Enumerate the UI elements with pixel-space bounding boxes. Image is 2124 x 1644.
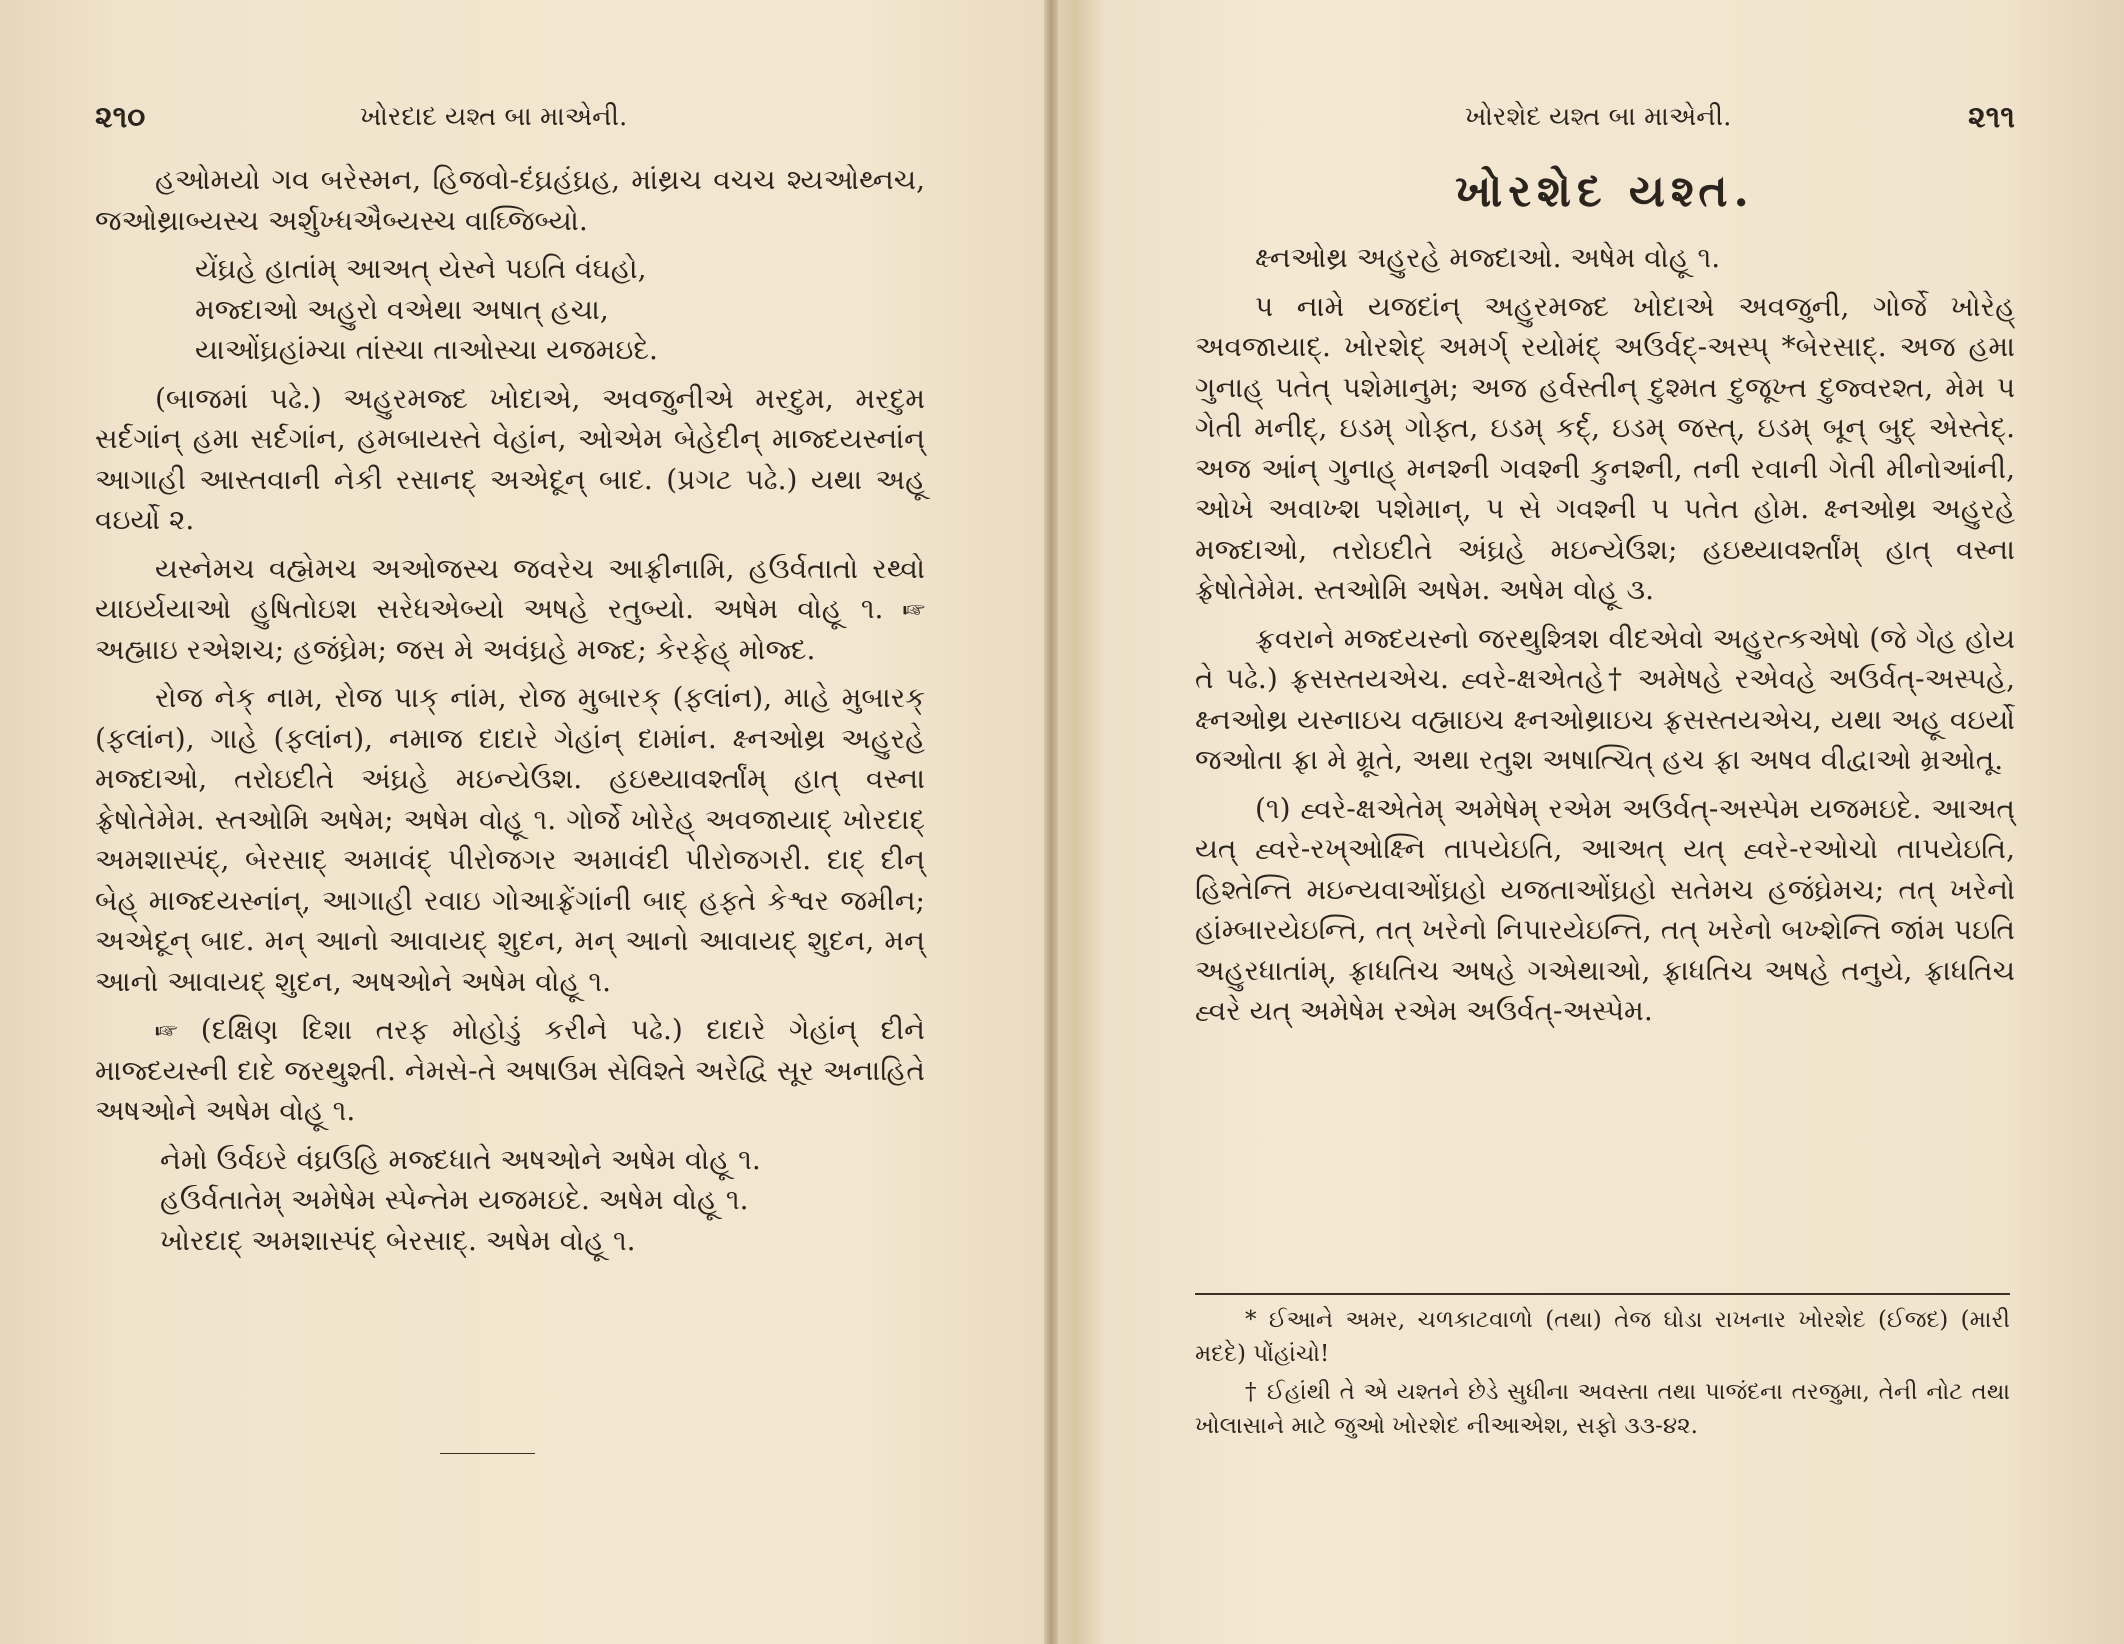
paragraph: હઓમયો ગવ બરેસ્મન, હિજવો-દંઘ્રહંઘ્રહ, માંથ્રચ વચચ શ્યઓથ્નચ, જઓથ્રાબ્યસ્ચ અર્શુખ્ધઐબ્યસ્ચ વાઘ્જિબ્યો. bbox=[95, 163, 925, 237]
paragraph: પ નામે યજદાંન્ અહુરમજ્દ ખોદાએ અવજુની, ગોર્જે ખોરેહ્ અવજાયાદ્. ખોરશેદ્ અમર્ગ્ રયોમંદ્ અઉર્વદ્-અસ્પ્ *બેરસાદ્. અજ હમા ગુનાહ્ પતેત્ પશેમાનુમ; અજ હર્વસ્તીન્ દુશ્મત દુજૂખ્ત દુજ્વરશ્ત, મેમ પ ગેતી મનીદ્, ઇડમ્ ગોફ્ત, ઇડમ્ કર્દ્, ઇડમ્ જસ્ત્, ઇડમ્ બૂન્ બુદ્ એસ્તેદ્. અજ આંન્ ગુનાહ્ મનશ્ની ગવશ્ની કુનશ્ની, તની રવાની ગેતી મીનોઆંની, ઓખે અવાખ્શ પશેમાન્, પ સે ગવશ્ની પ પતેત હોમ. ક્ષ્નઓથ્ર અહુરહે મજ્દાઓ, તરોઇદીતે અંઘ્રહે મઇન્યેઉશ; હઇથ્યાવર્શ્તાંમ્ હાત્ વસ્ના ફ્રેષોતેમેમ. સ્તઓમિ અષેમ. અષેમ વોહૂ ૩. bbox=[1195, 289, 2015, 606]
paragraph: યસ્નેમચ વહ્મેમચ અઓજસ્ચ જવરેચ આફ્રીનામિ, હઉર્વતાતો રથ્વો યાઇર્યયાઓ હુષિતોઇશ સરેધએબ્યો અષહે રતુબ્યો. અષેમ વોહૂ ૧. ☞ અહ્માઇ રએશચ; હજંઘ્રેમ; જસ મે અવંઘ્રહે મજ્દ; કેરફેહ્ મોજ્દ. bbox=[95, 551, 925, 666]
verse-line: ખોરદાદ્ અમશાસ્પંદ્ બેરસાદ્. અષેમ વોહૂ ૧. bbox=[160, 1223, 636, 1257]
verse-line: યેંઘ્રહે હાતાંમ્ આઅત્ યેસ્ને પઇતિ વંઘહો, bbox=[195, 252, 647, 285]
left-page bbox=[95, 0, 925, 1644]
paragraph: (૧) હ્વરે-ક્ષએતેમ્ અમેષેમ્ રએમ અઉર્વત્-અસ્પેમ યજમઇદે. આઅત્ યત્ હ્વરે-રખ્ઓક્ષ્નિ તાપયેઇતિ, આઅત્ યત્ હ્વરે-રઓચો તાપયેઇતિ, હિશ્તેન્તિ મઇન્યવાઓંઘ્રહો યજતાઓંઘ્રહો સતેમચ હજંઘ્રેમચ; તત્ ખરેનો હાંમ્બારયેઇન્તિ, તત્ ખરેનો નિપારયેઇન્તિ, તત્ ખરેનો બખ્શેન્તિ જાંમ પઇતિ અહુરધાતાંમ્, ફ્રાધતિચ અષહે ગએથાઓ, ફ્રાધતિચ અષહે તનુયે, ફ્રાધતિચ હ્વરે યત્ અમેષેમ રએમ અઉર્વત્-અસ્પેમ. bbox=[1195, 791, 2015, 1027]
page-number: ૨૧૦ bbox=[95, 100, 146, 135]
footnote: * ઈઆને અમર, ચળકાટવાળો (તથા) તેજ ઘોડા રાખનાર ખોરશેદ (ઈજદ) (મારી મદદે) પોંહાંચો! bbox=[1195, 1307, 2010, 1367]
verse-line: મજ્દાઓ અહુરો વએથા અષાત્ હચા, bbox=[195, 292, 609, 326]
paragraph: (બાજમાં પઢે.) અહુરમજ્દ ખોદાએ, અવજુનીએ મરદુમ, મરદુમ સર્દગાંન્ હમા સર્દગાંન, હમબાયસ્તે વેહાંન, ઓએમ બેહેદીન્ માજ્દયસ્નાંન્ આગાહી આસ્તવાની નેકી રસાનદ્ અએદૂન્ બાદ. (પ્રગટ પઢે.) યથા અહૂ વઇર્યો ૨. bbox=[95, 381, 925, 536]
right-page-body bbox=[1195, 160, 2015, 1040]
running-title: ખોરશેદ યશ્ત બા માએની. bbox=[1465, 102, 1732, 132]
left-page-header bbox=[95, 100, 925, 140]
page-number: ૨૧૧ bbox=[1967, 100, 2015, 135]
footnote: † ઈહાંથી તે એ યશ્તને છેડે સુધીના અવસ્તા તથા પાજંદના તરજુમા, તેની નોટ તથા ખોલાસાને માટે જુઓ ખોરશેદ નીઆએશ, સફો ૩૩-૪૨. bbox=[1195, 1379, 2010, 1439]
end-rule bbox=[440, 1453, 535, 1454]
left-page-body bbox=[95, 160, 925, 1261]
verse-line: નેમો ઉર્વઇરે વંઘ્રઉહિ મજ્દધાતે અષઓને અષેમ વોહૂ ૧. bbox=[160, 1142, 761, 1176]
footnotes bbox=[1195, 1303, 2010, 1447]
paragraph: ફ્રવરાને મજ્દયસ્નો જરથુશ્ત્રિશ વીદએવો અહુરત્કએષો (જે ગેહ હોય તે પઢે.) ફ્રસસ્તયએચ. હ્વરે-ક્ષએતહે† અમેષહે રએવહે અઉર્વત્-અસ્પહે, ક્ષ્નઓથ્ર યસ્નાઇચ વહ્માઇચ ક્ષ્નઓથ્રાઇચ ફ્રસસ્તયએચ, યથા અહૂ વઇર્યો જઓતા ફ્રા મે મ્રૂતે, અથા રતુશ અષાત્ચિત્ હચ ફ્રા અષવ વીદ્વાઓ મ્રઓતૂ. bbox=[1195, 621, 2015, 776]
verse-line: યાઓંઘ્રહાંમ્ચા તાંસ્ચા તાઓસ્ચા યજમઇદે. bbox=[195, 333, 658, 366]
footnote-rule bbox=[1195, 1293, 2010, 1295]
paragraph: ☞ (દક્ષિણ દિશા તરફ મોહોડું કરીને પઢે.) દાદારે ગેહાંન્ દીને માજ્દયસ્ની દાદે જરથુશ્તી. નેમસે-તે અષાઉમ સેવિશ્તે અરેદ્વિ સૂર અનાહિતે અષઓને અષેમ વોહૂ ૧. bbox=[95, 1013, 925, 1127]
paragraph: રોજ નેક્ નામ, રોજ પાક્ નાંમ, રોજ મુબારક્ (ફલાંન), માહે મુબારક્ (ફલાંન), ગાહે (ફલાંન), નમાજ દાદારે ગેહાંન્ દામાંન. ક્ષ્નઓથ્ર અહુરહે મજ્દાઓ, તરોઇદીતે અંઘ્રહે મઇન્યેઉશ. હઇથ્યાવર્શ્તાંમ્ હાત્ વસ્ના ફ્રેષોતેમેમ. સ્તઓમિ અષેમ; અષેમ વોહૂ ૧. ગોર્જે ખોરેહ્ અવજાયાદ્ ખોરદાદ્ અમશાસ્પંદ્, બેરસાદ્ અમાવંદ્ પીરોજગર અમાવંદી પીરોજગરી. દાદ્ દીન્ બેહ્ માજ્દયસ્નાંન્, આગાહી રવાઇ ગોઆફ્રેંગાંની બાદ્ હફ્તે કેશ્વર જમીન; અએદૂન્ બાદ. મન્ આનો આવાયદ્ શુદન, મન્ આનો આવાયદ્ શુદન, મન્ આનો આવાયદ્ શુદન, અષઓને અષેમ વોહૂ ૧. bbox=[95, 681, 925, 998]
right-page-header bbox=[1195, 100, 2015, 140]
verse-line: હઉર્વતાતેમ્ અમેષેમ સ્પેન્તેમ યજમઇદે. અષેમ વોહૂ ૧. bbox=[160, 1183, 749, 1216]
book-gutter bbox=[1044, 0, 1058, 1644]
paragraph: ક્ષ્નઓથ્ર અહુરહે મજ્દાઓ. અષેમ વોહૂ ૧. bbox=[1255, 241, 1721, 274]
chapter-title: ખોરશેદ યશ્ત. bbox=[1455, 166, 1755, 217]
running-title: ખોરદાદ યશ્ત બા માએની. bbox=[360, 102, 628, 132]
right-page bbox=[1195, 0, 2015, 1644]
